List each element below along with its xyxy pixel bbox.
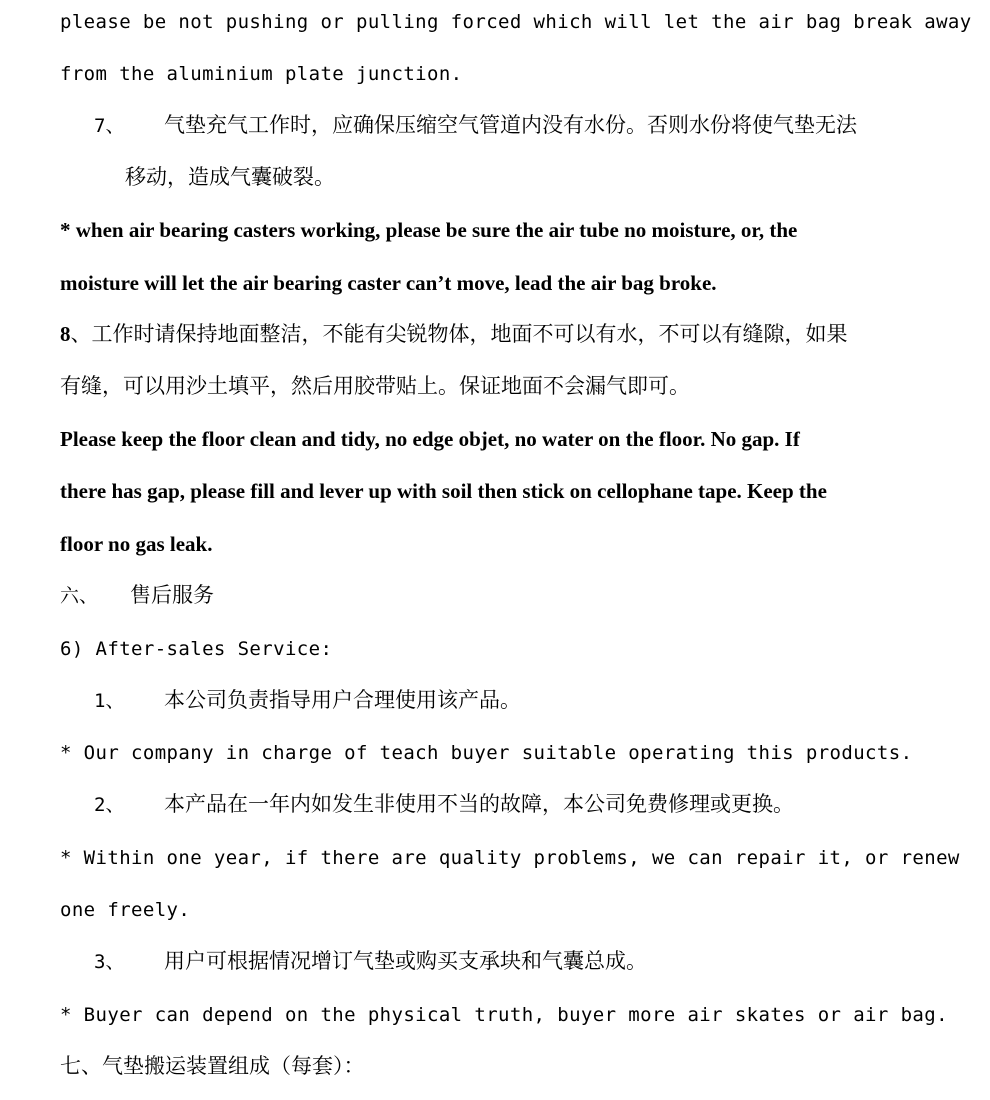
list-text: 本产品在一年内如发生非使用不当的故障，本公司免费修理或更换。 bbox=[164, 792, 794, 816]
list-text: 气垫充气工作时，应确保压缩空气管道内没有水份。否则水份将使气垫无法 bbox=[164, 113, 857, 137]
list-number: 8 bbox=[60, 322, 71, 346]
section-heading-6 bbox=[60, 582, 214, 609]
text-line: from the aluminium plate junction. bbox=[60, 63, 463, 85]
list-number: 2、 bbox=[94, 794, 125, 816]
text-line: 移动，造成气囊破裂。 bbox=[125, 165, 335, 189]
section-title: 售后服务 bbox=[130, 583, 214, 607]
text-line: floor no gas leak. bbox=[60, 532, 213, 556]
text-line: please be not pushing or pulling forced which will let the air bag break away bbox=[60, 11, 972, 33]
text-line: 有缝，可以用沙土填平，然后用胶带贴上。保证地面不会漏气即可。 bbox=[60, 374, 690, 398]
text-line: * Our company in charge of teach buyer suitable operating this products. bbox=[60, 742, 913, 764]
text-line: Please keep the floor clean and tidy, no edge objet, no water on the floor. No gap. If bbox=[60, 427, 800, 451]
text-line: moisture will let the air bearing caster can’t move, lead the air bag broke. bbox=[60, 271, 717, 295]
text-line: there has gap, please fill and lever up with soil then stick on cellophane tape. Keep the bbox=[60, 479, 827, 503]
list-item-1 bbox=[94, 687, 521, 714]
text-line: * Within one year, if there are quality problems, we can repair it, or renew bbox=[60, 847, 960, 869]
list-text: 用户可根据情况增订气垫或购买支承块和气囊总成。 bbox=[164, 949, 647, 973]
list-item-3 bbox=[94, 948, 647, 975]
list-number: 7、 bbox=[94, 115, 125, 137]
list-text: 本公司负责指导用户合理使用该产品。 bbox=[164, 688, 521, 712]
section-number: 六、 bbox=[60, 585, 99, 607]
section-heading-en: 6) After-sales Service: bbox=[60, 638, 333, 660]
text-line: * Buyer can depend on the physical truth, buyer more air skates or air bag. bbox=[60, 1004, 948, 1026]
text-line: * when air bearing casters working, please be sure the air tube no moisture, or, the bbox=[60, 218, 798, 242]
list-number: 3、 bbox=[94, 951, 125, 973]
list-item-8 bbox=[60, 321, 848, 347]
list-text: 、工作时请保持地面整洁，不能有尖锐物体，地面不可以有水，不可以有缝隙，如果 bbox=[70, 322, 848, 346]
list-number: 1、 bbox=[94, 690, 125, 712]
list-item-7 bbox=[94, 112, 857, 139]
text-line: one freely. bbox=[60, 899, 191, 921]
section-heading-7: 七、气垫搬运装置组成（每套）： bbox=[60, 1054, 365, 1078]
list-item-2 bbox=[94, 791, 794, 818]
